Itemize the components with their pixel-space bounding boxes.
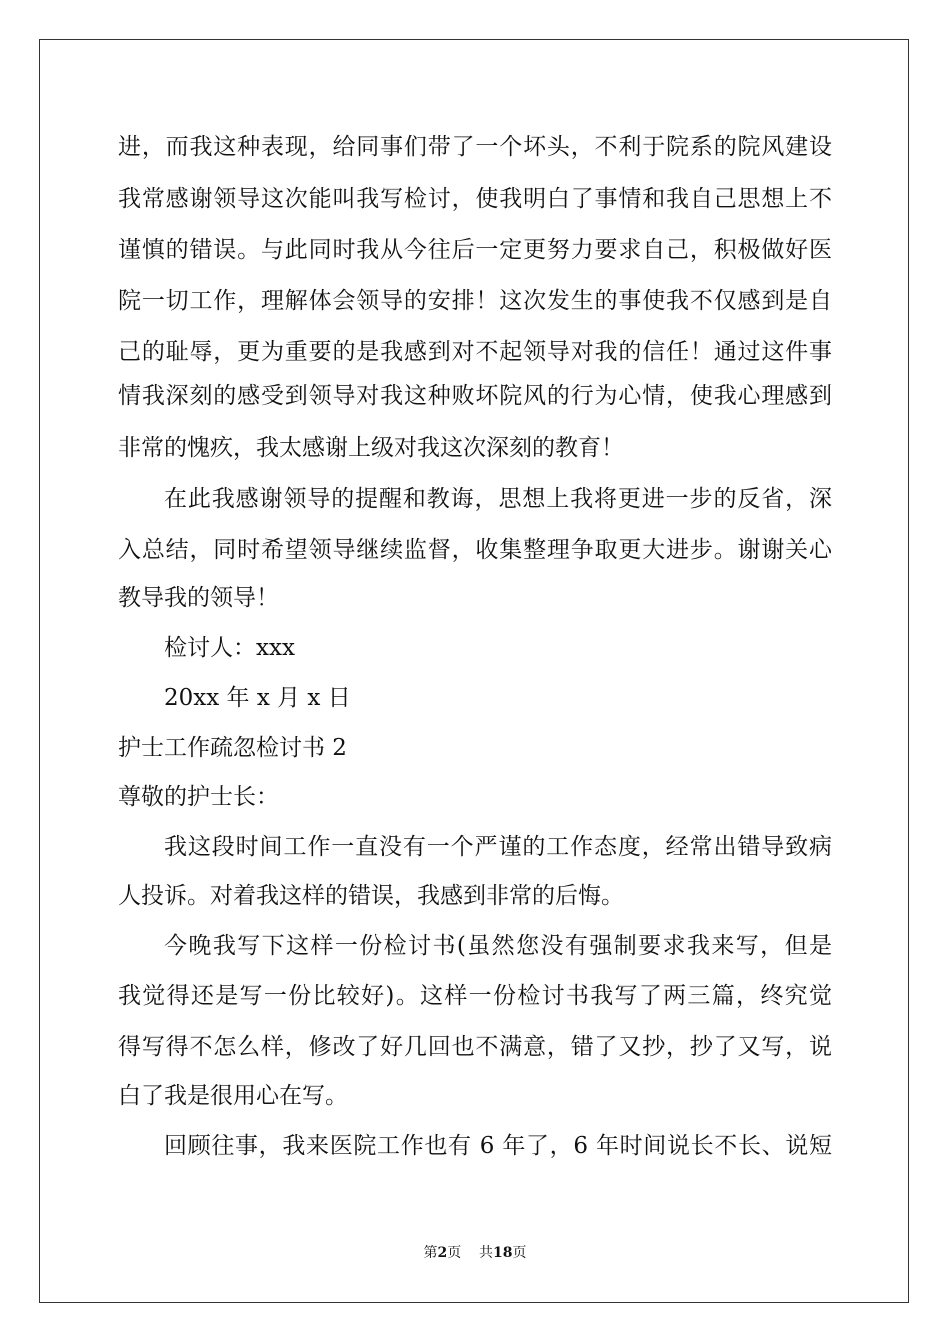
body-line-7: 非常的愧疚，我太感谢上级对我这次深刻的教育！ xyxy=(118,435,624,461)
body-line-4: 院一切工作，理解体会领导的安排！这次发生的事使我不仅感到是自 xyxy=(118,288,832,314)
salutation: 尊敬的护士长： xyxy=(118,784,279,810)
footer-total-prefix: 共 xyxy=(479,1245,494,1261)
page-border xyxy=(39,39,909,1303)
footer-page-number: 2 xyxy=(437,1245,448,1261)
paragraph-3-start: 回顾往事，我来医院工作也有 6 年了，6 年时间说长不长、说短 xyxy=(164,1133,832,1159)
body-line-2: 我常感谢领导这次能叫我写检讨，使我明白了事情和我自己思想上不 xyxy=(118,186,832,212)
body-line-3: 谨慎的错误。与此同时我从今往后一定更努力要求自己，积极做好医 xyxy=(118,237,832,263)
footer-page-unit: 页 xyxy=(447,1245,462,1261)
body-line-10: 教导我的领导！ xyxy=(118,585,279,611)
signature-date: 20xx 年 x 月 x 日 xyxy=(164,685,351,711)
body-line-6: 情我深刻的感受到领导对我这种败坏院风的行为心情，使我心理感到 xyxy=(118,383,832,409)
footer-page-prefix: 第 xyxy=(423,1245,438,1261)
paragraph-thanks-start: 在此我感谢领导的提醒和教诲，思想上我将更进一步的反省，深 xyxy=(164,486,832,512)
footer-total-unit: 页 xyxy=(512,1245,527,1261)
page-footer xyxy=(0,1242,950,1262)
body-line-19: 得写得不怎么样，修改了好几回也不满意，错了又抄，抄了又写，说 xyxy=(118,1034,832,1060)
paragraph-2-start: 今晚我写下这样一份检讨书(虽然您没有强制要求我来写，但是 xyxy=(164,933,832,959)
body-line-1: 进，而我这种表现，给同事们带了一个坏头，不利于院系的院风建设 xyxy=(118,134,832,160)
signature-name: 检讨人：xxx xyxy=(164,635,295,661)
body-line-5: 己的耻辱，更为重要的是我感到对不起领导对我的信任！通过这件事 xyxy=(118,339,832,365)
body-line-18: 我觉得还是写一份比较好)。这样一份检讨书我写了两三篇，终究觉 xyxy=(118,983,832,1009)
body-line-9: 入总结，同时希望领导继续监督，收集整理争取更大进步。谢谢关心 xyxy=(118,537,832,563)
body-line-20: 白了我是很用心在写。 xyxy=(118,1083,348,1109)
paragraph-1-start: 我这段时间工作一直没有一个严谨的工作态度，经常出错导致病 xyxy=(164,834,832,860)
section-title: 护士工作疏忽检讨书 2 xyxy=(118,735,347,761)
footer-total-number: 18 xyxy=(493,1245,513,1261)
body-line-16: 人投诉。对着我这样的错误，我感到非常的后悔。 xyxy=(118,883,624,909)
